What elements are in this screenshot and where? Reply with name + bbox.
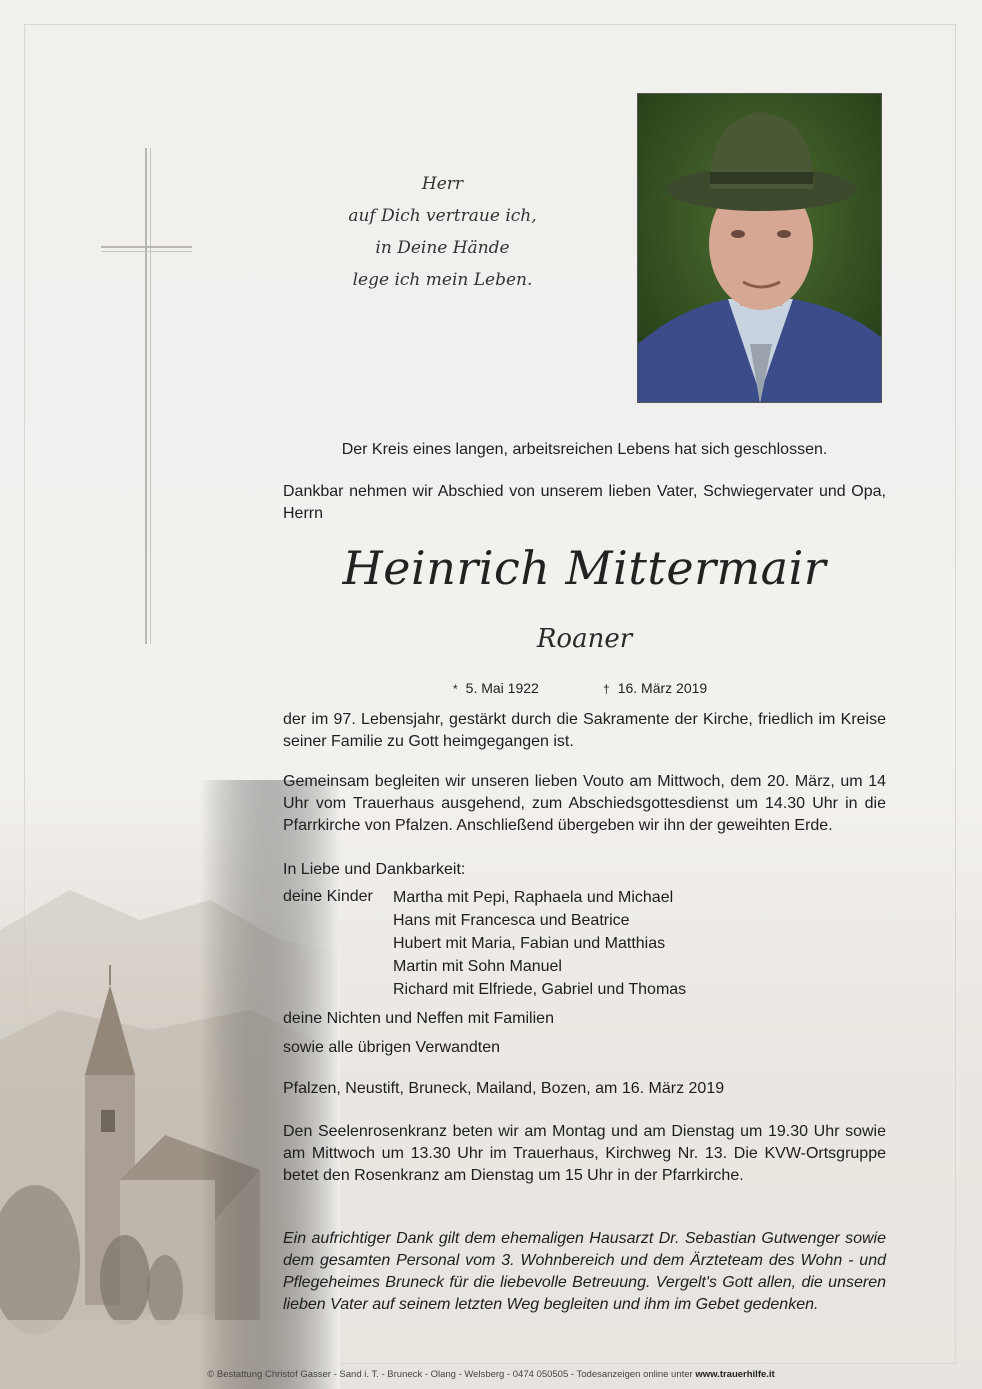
passing-paragraph: der im 97. Lebensjahr, gestärkt durch die Sakramente der Kirche, friedlich im Kreise seiner Familie zu Gott heimgegangen ist.: [283, 711, 886, 750]
mourners-intro: In Liebe und Dankbarkeit:: [283, 861, 466, 878]
footer: [0, 1368, 982, 1382]
verse-line: lege ich mein Leben.: [352, 270, 533, 290]
verse-line: Herr: [421, 174, 464, 194]
footer-link[interactable]: www.trauerhilfe.it: [695, 1369, 775, 1380]
list-item: Martin mit Sohn Manuel: [393, 958, 562, 975]
verse-line: auf Dich vertraue ich,: [348, 206, 537, 226]
deceased-nickname: Roaner: [536, 624, 633, 654]
list-item: Hubert mit Maria, Fabian und Matthias: [393, 935, 666, 952]
deceased-name: Heinrich Mittermair: [342, 541, 827, 595]
intro-text: Der Kreis eines langen, arbeitsreichen Lebens hat sich geschlossen.: [341, 441, 828, 458]
birth-star-icon: *: [453, 682, 458, 696]
cross-icon-line: [150, 148, 151, 644]
rosary-paragraph: Den Seelenrosenkranz beten wir am Montag und am Dienstag um 19.30 Uhr sowie am Mittwoch um 13.30 Uhr im Trauerhaus, Kirchweg Nr. 13. Die KVW-Ortsgruppe betet den Rosenkranz am Dienstag um 15 Uhr in der Pfarrkirche.: [283, 1123, 886, 1184]
death-date: [603, 677, 707, 700]
death-date-value: 16. März 2019: [617, 680, 708, 696]
relatives-text: sowie alle übrigen Verwandten: [283, 1039, 501, 1056]
birth-date: [453, 677, 539, 700]
cross-icon: [145, 148, 147, 644]
bible-verse: [300, 168, 585, 296]
portrait-image: [638, 94, 882, 403]
footer-text: © Bestattung Christof Gasser - Sand i. T. - Bruneck - Olang - Welsberg - 0474 050505 - Todesanzeigen online unter: [207, 1369, 693, 1380]
nieces-text: deine Nichten und Neffen mit Familien: [283, 1010, 554, 1027]
death-cross-icon: †: [603, 682, 610, 696]
list-item: Martha mit Pepi, Raphaela und Michael: [393, 889, 674, 906]
portrait-photo: [637, 93, 882, 403]
cross-icon-bar-line: [101, 251, 192, 252]
cross-icon-bar: [101, 246, 192, 248]
list-item: Richard mit Elfriede, Gabriel und Thomas: [393, 981, 687, 998]
verse-line: in Deine Hände: [375, 238, 510, 258]
birth-date-value: 5. Mai 1922: [465, 680, 539, 696]
farewell-text: Dankbar nehmen wir Abschied von unserem lieben Vater, Schwiegervater und Opa, Herrn: [283, 483, 886, 522]
list-item: Hans mit Francesca und Beatrice: [393, 912, 630, 929]
children-list: [393, 886, 883, 1001]
place-date: Pfalzen, Neustift, Bruneck, Mailand, Bozen, am 16. März 2019: [283, 1080, 725, 1097]
funeral-paragraph: Gemeinsam begleiten wir unseren lieben Vouto am Mittwoch, dem 20. März, um 14 Uhr vom Trauerhaus ausgehend, zum Abschiedsgottesdienst um 14.30 Uhr in die Pfarrkirche von Pfalzen. Anschließend übergeben wir ihn der geweihten Erde.: [283, 773, 886, 834]
thanks-paragraph: Ein aufrichtiger Dank gilt dem ehemaligen Hausarzt Dr. Sebastian Gutwenger sowie dem gesamten Personal vom 3. Wohnbereich und dem Ärzteteam des Wohn - und Pflegeheimes Bruneck für die liebevolle Betreuung. Vergelt's Gott allen, die unseren lieben Vater auf seinem letzten Weg begleiten und ihm im Gebet gedenken.: [283, 1230, 886, 1313]
children-label: deine Kinder: [283, 888, 373, 905]
